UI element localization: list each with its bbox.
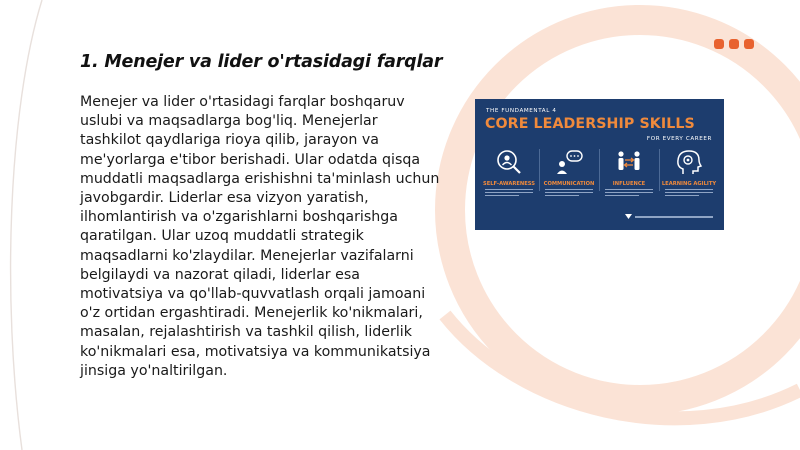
skill-label: COMMUNICATION bbox=[543, 181, 595, 187]
skill-divider bbox=[599, 149, 600, 191]
logo-wordmark bbox=[635, 216, 713, 218]
skill-divider bbox=[659, 149, 660, 191]
infographic-kicker: THE FUNDAMENTAL 4 bbox=[486, 108, 557, 114]
skill-label: SELF-AWARENESS bbox=[482, 181, 536, 187]
skill-description bbox=[605, 189, 653, 198]
two-people-arrows-icon bbox=[614, 147, 644, 177]
head-gears-icon bbox=[674, 147, 704, 177]
left-edge-curve bbox=[11, 0, 42, 450]
skill-divider bbox=[539, 149, 540, 191]
leadership-skills-infographic bbox=[475, 99, 724, 230]
skill-label: LEARNING AGILITY bbox=[661, 181, 717, 187]
infographic-subtitle: FOR EVERY CAREER bbox=[646, 136, 712, 142]
skill-description bbox=[665, 189, 713, 198]
dot bbox=[729, 39, 739, 49]
skill-communication bbox=[541, 147, 597, 199]
skill-description bbox=[485, 189, 533, 198]
skill-self-awareness bbox=[481, 147, 537, 199]
infographic-footer-logo bbox=[625, 214, 713, 219]
magnifier-person-icon bbox=[494, 147, 524, 177]
infographic-title: CORE LEADERSHIP SKILLS bbox=[485, 116, 695, 132]
menu-dots bbox=[714, 39, 754, 49]
skill-description bbox=[545, 189, 593, 198]
dot bbox=[714, 39, 724, 49]
skill-learning-agility bbox=[661, 147, 717, 199]
logo-mark-icon bbox=[625, 214, 632, 219]
slide-body-text: Menejer va lider o'rtasidagi farqlar boshqaruv uslubi va maqsadlarga bog'liq. Menejerlar tashkilot qaydlariga rioya qilib, jarayon va me'yorlarga e'tibor berishadi. Ular odatda qisqa muddatli maqsadlarga erishishni ta'minlash uchun javobgardir. Liderlar esa vizyon yaratish, ilhomlantirish va o'zgarishlarni boshqarishga qaratilgan. Ular uzoq muddatli strategik maqsadlarni ko'zlaydilar. Menejerlar vazifalarni belgilaydi va nazorat qiladi, liderlar esa motivatsiya va qo'llab-quvvatlash orqali jamoani o'z ortidan ergashtiradi. Menejerlik ko'nikmalari, masalan, rejalashtirish va tashkil qilish, liderlik ko'nikmalari esa, motivatsiya va kommunikatsiya jinsiga yo'naltirilgan. bbox=[80, 94, 440, 379]
slide-title: 1. Menejer va lider o'rtasidagi farqlar bbox=[80, 52, 443, 72]
skill-label: INFLUENCE bbox=[612, 181, 646, 187]
speech-bubbles-icon bbox=[554, 147, 584, 177]
skill-influence bbox=[601, 147, 657, 199]
dot bbox=[744, 39, 754, 49]
